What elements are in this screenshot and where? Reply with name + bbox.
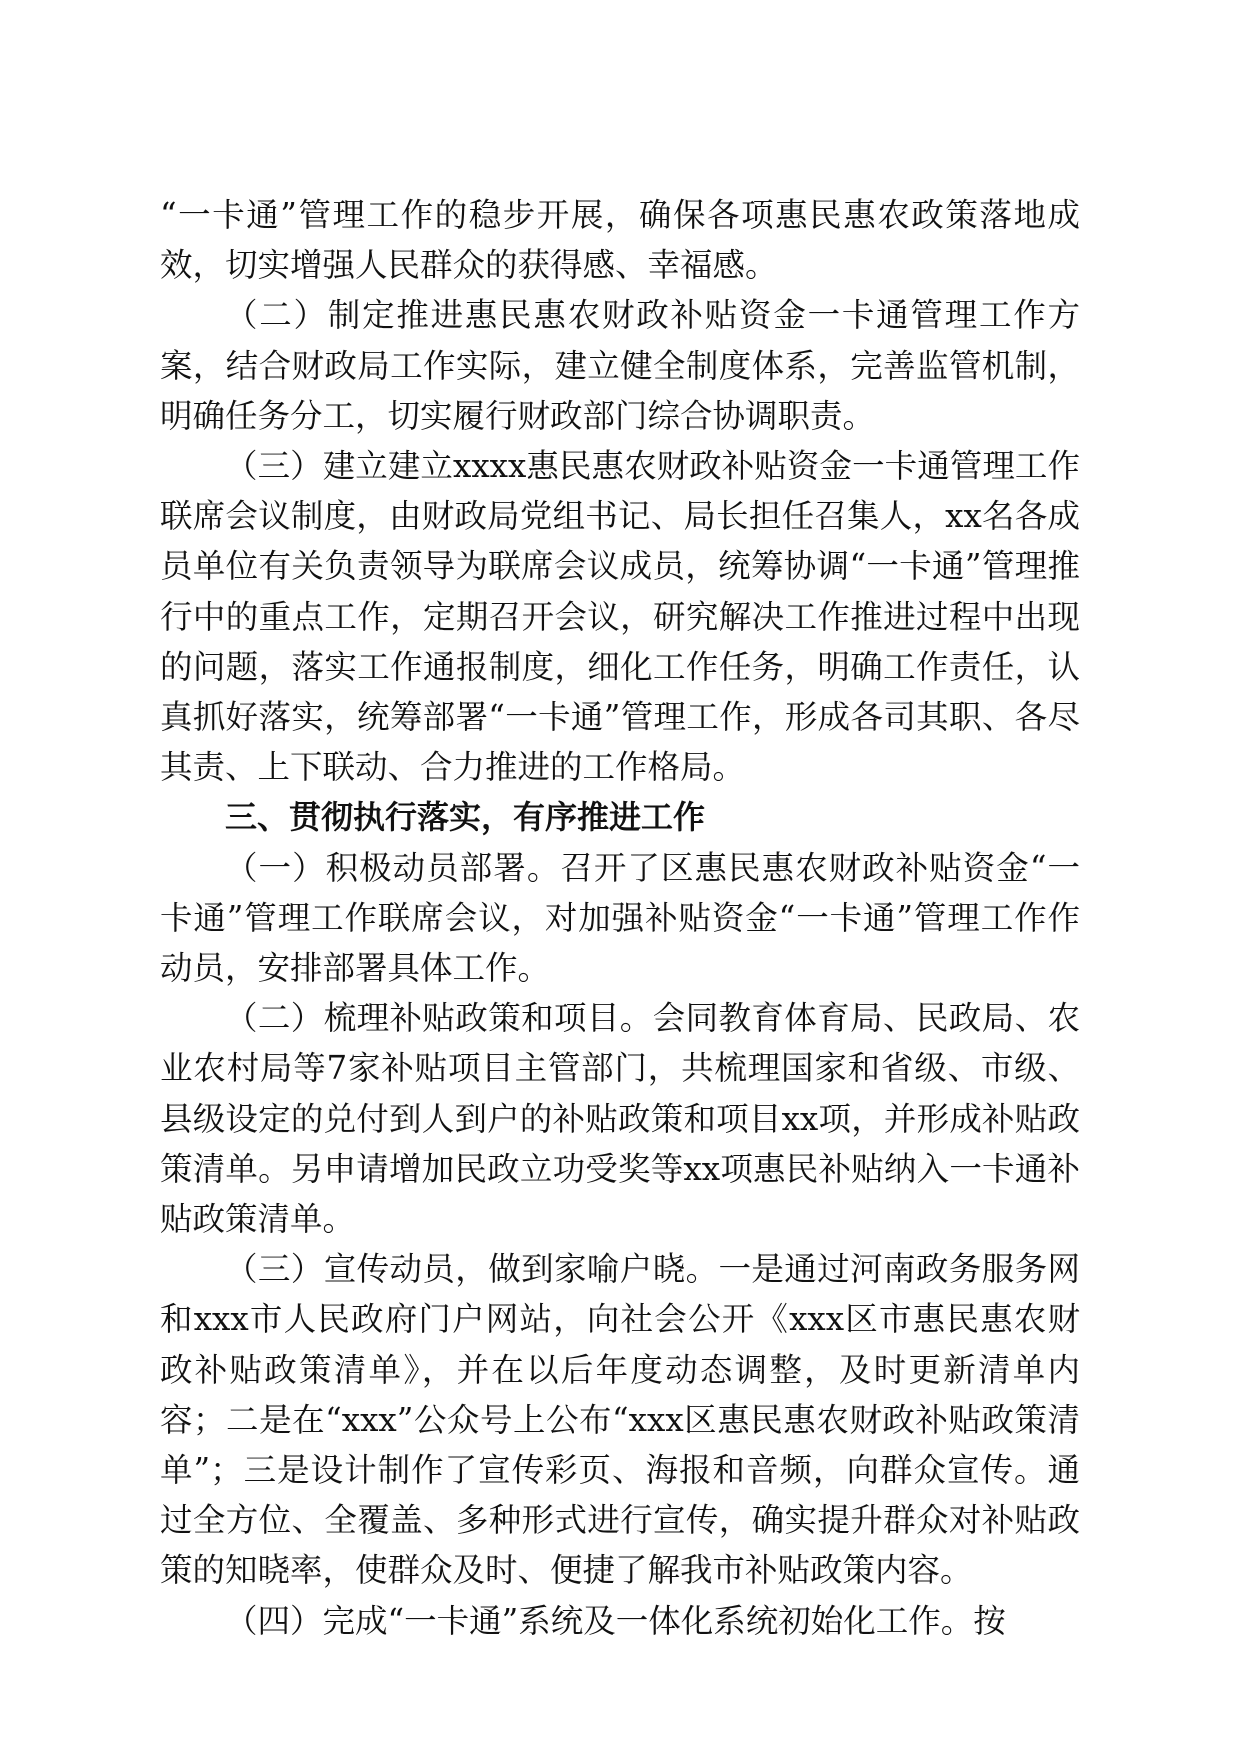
- paragraph-system-init: （四）完成“一卡通”系统及一体化系统初始化工作。按: [225, 1601, 1006, 1640]
- paragraph-mobilization: （一）积极动员部署。召开了区惠民惠农财政补贴资金“一卡通”管理工作联席会议，对加强补贴资金“一卡通”管理工作作动员，安排部署具体工作。: [160, 848, 1080, 988]
- paragraph-policy-review: （二）梳理补贴政策和项目。会同教育体育局、民政局、农业农村局等7家补贴项目主管部门，共梳理国家和省级、市级、县级设定的兑付到人到户的补贴政策和项目xx项，并形成补贴政策清单。另申请增加民政立功受奖等xx项惠民补贴纳入一卡通补贴政策清单。: [160, 999, 1080, 1239]
- document-body: [160, 190, 1080, 1646]
- section-heading: 三、贯彻执行落实，有序推进工作: [225, 798, 706, 837]
- paragraph-publicity: （三）宣传动员，做到家喻户晓。一是通过河南政务服务网和xxx市人民政府门户网站，向社会公开《xxx区市惠民惠农财政补贴政策清单》，并在以后年度动态调整，及时更新清单内容；二是在“xxx”公众号上公布“xxx区惠民惠农财政补贴政策清单”；三是设计制作了宣传彩页、海报和音频，向群众宣传。通过全方位、全覆盖、多种形式进行宣传，确实提升群众对补贴政策的知晓率，使群众及时、便捷了解我市补贴政策内容。: [160, 1250, 1080, 1590]
- paragraph-continuation: “一卡通”管理工作的稳步开展，确保各项惠民惠农政策落地成效，切实增强人民群众的获得感、幸福感。: [160, 196, 1080, 285]
- paragraph-work-plan: （二）制定推进惠民惠农财政补贴资金一卡通管理工作方案，结合财政局工作实际，建立健全制度体系，完善监管机制，明确任务分工，切实履行财政部门综合协调职责。: [160, 296, 1080, 435]
- paragraph-joint-meeting: （三）建立建立xxxx惠民惠农财政补贴资金一卡通管理工作联席会议制度，由财政局党组书记、局长担任召集人，xx名各成员单位有关负责领导为联席会议成员，统筹协调“一卡通”管理推行中的重点工作，定期召开会议，研究解决工作推进过程中出现的问题，落实工作通报制度，细化工作任务，明确工作责任，认真抓好落实，统筹部署“一卡通”管理工作，形成各司其职、各尽其责、上下联动、合力推进的工作格局。: [160, 447, 1080, 787]
